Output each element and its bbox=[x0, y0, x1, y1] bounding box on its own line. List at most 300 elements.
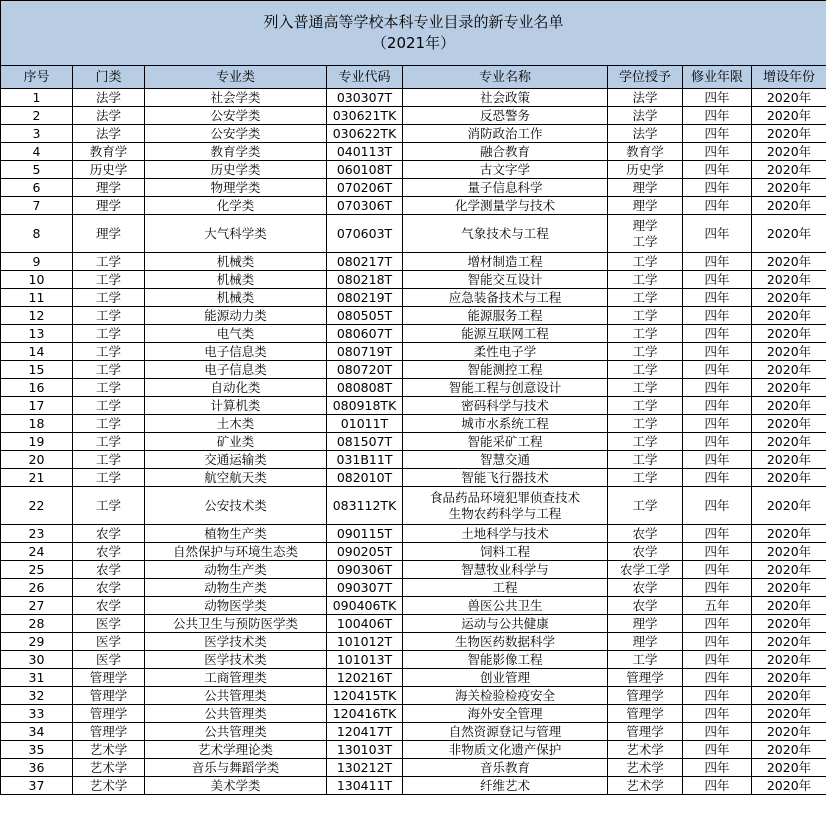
cell-major-code[interactable]: 082010T bbox=[327, 469, 403, 487]
cell-year-added[interactable]: 2020年 bbox=[752, 89, 826, 107]
cell-major-class[interactable]: 艺术学理论类 bbox=[145, 741, 327, 759]
cell-degree[interactable]: 法学 bbox=[608, 89, 683, 107]
cell-duration[interactable]: 四年 bbox=[683, 615, 752, 633]
header-major-name[interactable]: 专业名称 bbox=[403, 66, 608, 89]
cell-major-name[interactable]: 智能工程与创意设计 bbox=[403, 379, 608, 397]
cell-major-class[interactable]: 公安学类 bbox=[145, 107, 327, 125]
cell-major-name[interactable]: 音乐教育 bbox=[403, 759, 608, 777]
cell-major-class[interactable]: 美术学类 bbox=[145, 777, 327, 795]
cell-degree[interactable]: 教育学 bbox=[608, 143, 683, 161]
cell-major-name[interactable]: 食品药品环境犯罪侦查技术 生物农药科学与工程 bbox=[403, 487, 608, 525]
table-title-cell[interactable] bbox=[1, 1, 826, 66]
cell-index[interactable]: 17 bbox=[1, 397, 73, 415]
cell-year-added[interactable]: 2020年 bbox=[752, 379, 826, 397]
cell-year-added[interactable]: 2020年 bbox=[752, 615, 826, 633]
cell-year-added[interactable]: 2020年 bbox=[752, 579, 826, 597]
cell-major-code[interactable]: 080218T bbox=[327, 271, 403, 289]
cell-duration[interactable]: 四年 bbox=[683, 705, 752, 723]
cell-major-code[interactable]: 030622TK bbox=[327, 125, 403, 143]
cell-category[interactable]: 艺术学 bbox=[73, 777, 145, 795]
cell-degree[interactable]: 管理学 bbox=[608, 669, 683, 687]
cell-major-name[interactable]: 增材制造工程 bbox=[403, 253, 608, 271]
cell-major-code[interactable]: 070306T bbox=[327, 197, 403, 215]
cell-index[interactable]: 8 bbox=[1, 215, 73, 253]
cell-major-code[interactable]: 090307T bbox=[327, 579, 403, 597]
cell-year-added[interactable]: 2020年 bbox=[752, 307, 826, 325]
cell-major-class[interactable]: 医学技术类 bbox=[145, 651, 327, 669]
cell-major-class[interactable]: 社会学类 bbox=[145, 89, 327, 107]
cell-index[interactable]: 21 bbox=[1, 469, 73, 487]
cell-index[interactable]: 16 bbox=[1, 379, 73, 397]
cell-major-class[interactable]: 能源动力类 bbox=[145, 307, 327, 325]
cell-index[interactable]: 24 bbox=[1, 543, 73, 561]
header-year-added[interactable]: 增设年份 bbox=[752, 66, 826, 89]
cell-major-class[interactable]: 土木类 bbox=[145, 415, 327, 433]
cell-index[interactable]: 35 bbox=[1, 741, 73, 759]
cell-degree[interactable]: 工学 bbox=[608, 651, 683, 669]
cell-major-name[interactable]: 智慧牧业科学与 bbox=[403, 561, 608, 579]
cell-duration[interactable]: 四年 bbox=[683, 325, 752, 343]
header-index[interactable]: 序号 bbox=[1, 66, 73, 89]
cell-year-added[interactable]: 2020年 bbox=[752, 289, 826, 307]
cell-degree[interactable]: 管理学 bbox=[608, 723, 683, 741]
cell-year-added[interactable]: 2020年 bbox=[752, 143, 826, 161]
cell-major-name[interactable]: 气象技术与工程 bbox=[403, 215, 608, 253]
cell-duration[interactable]: 四年 bbox=[683, 361, 752, 379]
cell-duration[interactable]: 四年 bbox=[683, 633, 752, 651]
cell-duration[interactable]: 四年 bbox=[683, 669, 752, 687]
cell-major-class[interactable]: 自然保护与环境生态类 bbox=[145, 543, 327, 561]
cell-degree[interactable]: 工学 bbox=[608, 487, 683, 525]
cell-major-name[interactable]: 反恐警务 bbox=[403, 107, 608, 125]
cell-major-class[interactable]: 交通运输类 bbox=[145, 451, 327, 469]
cell-year-added[interactable]: 2020年 bbox=[752, 487, 826, 525]
cell-category[interactable]: 管理学 bbox=[73, 705, 145, 723]
cell-year-added[interactable]: 2020年 bbox=[752, 705, 826, 723]
cell-index[interactable]: 19 bbox=[1, 433, 73, 451]
cell-duration[interactable]: 四年 bbox=[683, 179, 752, 197]
cell-index[interactable]: 36 bbox=[1, 759, 73, 777]
cell-category[interactable]: 工学 bbox=[73, 253, 145, 271]
cell-index[interactable]: 4 bbox=[1, 143, 73, 161]
cell-index[interactable]: 12 bbox=[1, 307, 73, 325]
cell-degree[interactable]: 理学 工学 bbox=[608, 215, 683, 253]
cell-major-code[interactable]: 030307T bbox=[327, 89, 403, 107]
cell-major-code[interactable]: 070206T bbox=[327, 179, 403, 197]
cell-duration[interactable]: 四年 bbox=[683, 161, 752, 179]
cell-degree[interactable]: 理学 bbox=[608, 615, 683, 633]
cell-major-code[interactable]: 081507T bbox=[327, 433, 403, 451]
cell-major-name[interactable]: 饲料工程 bbox=[403, 543, 608, 561]
cell-major-code[interactable]: 090306T bbox=[327, 561, 403, 579]
cell-duration[interactable]: 四年 bbox=[683, 107, 752, 125]
cell-degree[interactable]: 管理学 bbox=[608, 705, 683, 723]
cell-year-added[interactable]: 2020年 bbox=[752, 271, 826, 289]
cell-category[interactable]: 工学 bbox=[73, 307, 145, 325]
cell-year-added[interactable]: 2020年 bbox=[752, 397, 826, 415]
cell-index[interactable]: 15 bbox=[1, 361, 73, 379]
cell-year-added[interactable]: 2020年 bbox=[752, 687, 826, 705]
cell-year-added[interactable]: 2020年 bbox=[752, 525, 826, 543]
cell-index[interactable]: 32 bbox=[1, 687, 73, 705]
cell-category[interactable]: 法学 bbox=[73, 107, 145, 125]
cell-degree[interactable]: 历史学 bbox=[608, 161, 683, 179]
cell-category[interactable]: 农学 bbox=[73, 579, 145, 597]
cell-category[interactable]: 工学 bbox=[73, 271, 145, 289]
cell-degree[interactable]: 工学 bbox=[608, 415, 683, 433]
cell-year-added[interactable]: 2020年 bbox=[752, 215, 826, 253]
cell-major-class[interactable]: 物理学类 bbox=[145, 179, 327, 197]
cell-major-name[interactable]: 密码科学与技术 bbox=[403, 397, 608, 415]
cell-duration[interactable]: 四年 bbox=[683, 253, 752, 271]
cell-category[interactable]: 工学 bbox=[73, 451, 145, 469]
cell-major-name[interactable]: 智能飞行器技术 bbox=[403, 469, 608, 487]
cell-duration[interactable]: 四年 bbox=[683, 289, 752, 307]
cell-degree[interactable]: 工学 bbox=[608, 343, 683, 361]
cell-degree[interactable]: 工学 bbox=[608, 361, 683, 379]
cell-major-code[interactable]: 01011T bbox=[327, 415, 403, 433]
cell-duration[interactable]: 四年 bbox=[683, 415, 752, 433]
cell-year-added[interactable]: 2020年 bbox=[752, 777, 826, 795]
cell-duration[interactable]: 四年 bbox=[683, 487, 752, 525]
cell-major-class[interactable]: 机械类 bbox=[145, 271, 327, 289]
cell-major-name[interactable]: 智慧交通 bbox=[403, 451, 608, 469]
cell-index[interactable]: 30 bbox=[1, 651, 73, 669]
cell-major-code[interactable]: 130411T bbox=[327, 777, 403, 795]
cell-degree[interactable]: 农学 bbox=[608, 525, 683, 543]
cell-duration[interactable]: 四年 bbox=[683, 759, 752, 777]
cell-major-code[interactable]: 080719T bbox=[327, 343, 403, 361]
cell-degree[interactable]: 工学 bbox=[608, 433, 683, 451]
cell-year-added[interactable]: 2020年 bbox=[752, 197, 826, 215]
cell-major-code[interactable]: 130103T bbox=[327, 741, 403, 759]
cell-major-class[interactable]: 大气科学类 bbox=[145, 215, 327, 253]
cell-year-added[interactable]: 2020年 bbox=[752, 343, 826, 361]
cell-year-added[interactable]: 2020年 bbox=[752, 597, 826, 615]
cell-index[interactable]: 20 bbox=[1, 451, 73, 469]
cell-category[interactable]: 医学 bbox=[73, 633, 145, 651]
cell-category[interactable]: 历史学 bbox=[73, 161, 145, 179]
cell-year-added[interactable]: 2020年 bbox=[752, 561, 826, 579]
cell-duration[interactable]: 四年 bbox=[683, 561, 752, 579]
cell-year-added[interactable]: 2020年 bbox=[752, 469, 826, 487]
cell-major-class[interactable]: 公安技术类 bbox=[145, 487, 327, 525]
cell-category[interactable]: 艺术学 bbox=[73, 759, 145, 777]
cell-major-class[interactable]: 机械类 bbox=[145, 289, 327, 307]
cell-category[interactable]: 工学 bbox=[73, 487, 145, 525]
cell-index[interactable]: 9 bbox=[1, 253, 73, 271]
cell-year-added[interactable]: 2020年 bbox=[752, 125, 826, 143]
cell-index[interactable]: 26 bbox=[1, 579, 73, 597]
cell-year-added[interactable]: 2020年 bbox=[752, 451, 826, 469]
cell-degree[interactable]: 工学 bbox=[608, 379, 683, 397]
cell-degree[interactable]: 法学 bbox=[608, 107, 683, 125]
cell-major-class[interactable]: 矿业类 bbox=[145, 433, 327, 451]
cell-major-class[interactable]: 自动化类 bbox=[145, 379, 327, 397]
cell-major-code[interactable]: 070603T bbox=[327, 215, 403, 253]
cell-major-code[interactable]: 040113T bbox=[327, 143, 403, 161]
cell-major-code[interactable]: 080607T bbox=[327, 325, 403, 343]
cell-major-name[interactable]: 智能采矿工程 bbox=[403, 433, 608, 451]
cell-major-name[interactable]: 应急装备技术与工程 bbox=[403, 289, 608, 307]
cell-year-added[interactable]: 2020年 bbox=[752, 253, 826, 271]
cell-index[interactable]: 1 bbox=[1, 89, 73, 107]
cell-major-name[interactable]: 量子信息科学 bbox=[403, 179, 608, 197]
cell-degree[interactable]: 理学 bbox=[608, 633, 683, 651]
cell-major-class[interactable]: 教育学类 bbox=[145, 143, 327, 161]
cell-index[interactable]: 25 bbox=[1, 561, 73, 579]
cell-category[interactable]: 农学 bbox=[73, 597, 145, 615]
cell-index[interactable]: 22 bbox=[1, 487, 73, 525]
cell-degree[interactable]: 艺术学 bbox=[608, 759, 683, 777]
cell-index[interactable]: 28 bbox=[1, 615, 73, 633]
cell-major-code[interactable]: 083112TK bbox=[327, 487, 403, 525]
cell-year-added[interactable]: 2020年 bbox=[752, 107, 826, 125]
cell-major-name[interactable]: 融合教育 bbox=[403, 143, 608, 161]
cell-index[interactable]: 23 bbox=[1, 525, 73, 543]
cell-duration[interactable]: 四年 bbox=[683, 741, 752, 759]
cell-degree[interactable]: 农学工学 bbox=[608, 561, 683, 579]
cell-major-code[interactable]: 080505T bbox=[327, 307, 403, 325]
cell-duration[interactable]: 四年 bbox=[683, 579, 752, 597]
cell-major-class[interactable]: 动物生产类 bbox=[145, 561, 327, 579]
cell-major-code[interactable]: 101012T bbox=[327, 633, 403, 651]
cell-major-class[interactable]: 机械类 bbox=[145, 253, 327, 271]
cell-major-code[interactable]: 130212T bbox=[327, 759, 403, 777]
cell-index[interactable]: 13 bbox=[1, 325, 73, 343]
cell-year-added[interactable]: 2020年 bbox=[752, 325, 826, 343]
cell-major-name[interactable]: 社会政策 bbox=[403, 89, 608, 107]
cell-duration[interactable]: 四年 bbox=[683, 379, 752, 397]
cell-degree[interactable]: 管理学 bbox=[608, 687, 683, 705]
cell-major-name[interactable]: 能源服务工程 bbox=[403, 307, 608, 325]
cell-index[interactable]: 3 bbox=[1, 125, 73, 143]
cell-major-name[interactable]: 纤维艺术 bbox=[403, 777, 608, 795]
cell-degree[interactable]: 工学 bbox=[608, 307, 683, 325]
cell-category[interactable]: 工学 bbox=[73, 433, 145, 451]
cell-major-class[interactable]: 动物生产类 bbox=[145, 579, 327, 597]
cell-degree[interactable]: 工学 bbox=[608, 397, 683, 415]
cell-year-added[interactable]: 2020年 bbox=[752, 179, 826, 197]
cell-category[interactable]: 医学 bbox=[73, 615, 145, 633]
cell-major-class[interactable]: 公共卫生与预防医学类 bbox=[145, 615, 327, 633]
cell-degree[interactable]: 艺术学 bbox=[608, 777, 683, 795]
cell-degree[interactable]: 艺术学 bbox=[608, 741, 683, 759]
cell-major-code[interactable]: 080918TK bbox=[327, 397, 403, 415]
cell-major-code[interactable]: 030621TK bbox=[327, 107, 403, 125]
cell-duration[interactable]: 四年 bbox=[683, 197, 752, 215]
cell-duration[interactable]: 四年 bbox=[683, 469, 752, 487]
cell-year-added[interactable]: 2020年 bbox=[752, 651, 826, 669]
cell-category[interactable]: 农学 bbox=[73, 525, 145, 543]
cell-major-code[interactable]: 101013T bbox=[327, 651, 403, 669]
cell-index[interactable]: 2 bbox=[1, 107, 73, 125]
cell-index[interactable]: 33 bbox=[1, 705, 73, 723]
cell-index[interactable]: 31 bbox=[1, 669, 73, 687]
header-duration[interactable]: 修业年限 bbox=[683, 66, 752, 89]
cell-major-code[interactable]: 080720T bbox=[327, 361, 403, 379]
cell-major-code[interactable]: 060108T bbox=[327, 161, 403, 179]
cell-index[interactable]: 5 bbox=[1, 161, 73, 179]
cell-category[interactable]: 理学 bbox=[73, 215, 145, 253]
cell-major-code[interactable]: 120416TK bbox=[327, 705, 403, 723]
cell-category[interactable]: 医学 bbox=[73, 651, 145, 669]
cell-major-name[interactable]: 柔性电子学 bbox=[403, 343, 608, 361]
cell-duration[interactable]: 四年 bbox=[683, 125, 752, 143]
cell-major-name[interactable]: 非物质文化遗产保护 bbox=[403, 741, 608, 759]
header-major-class[interactable]: 专业类 bbox=[145, 66, 327, 89]
cell-major-class[interactable]: 公共管理类 bbox=[145, 723, 327, 741]
cell-degree[interactable]: 农学 bbox=[608, 579, 683, 597]
cell-degree[interactable]: 理学 bbox=[608, 179, 683, 197]
cell-major-name[interactable]: 海关检验检疫安全 bbox=[403, 687, 608, 705]
cell-duration[interactable]: 四年 bbox=[683, 343, 752, 361]
cell-major-code[interactable]: 120417T bbox=[327, 723, 403, 741]
cell-duration[interactable]: 四年 bbox=[683, 451, 752, 469]
cell-duration[interactable]: 四年 bbox=[683, 271, 752, 289]
cell-duration[interactable]: 四年 bbox=[683, 687, 752, 705]
cell-duration[interactable]: 五年 bbox=[683, 597, 752, 615]
cell-major-name[interactable]: 古文字学 bbox=[403, 161, 608, 179]
cell-index[interactable]: 10 bbox=[1, 271, 73, 289]
cell-major-class[interactable]: 计算机类 bbox=[145, 397, 327, 415]
cell-category[interactable]: 管理学 bbox=[73, 669, 145, 687]
cell-major-code[interactable]: 031B11T bbox=[327, 451, 403, 469]
cell-index[interactable]: 18 bbox=[1, 415, 73, 433]
cell-major-name[interactable]: 土地科学与技术 bbox=[403, 525, 608, 543]
cell-duration[interactable]: 四年 bbox=[683, 433, 752, 451]
cell-duration[interactable]: 四年 bbox=[683, 651, 752, 669]
cell-category[interactable]: 农学 bbox=[73, 561, 145, 579]
cell-year-added[interactable]: 2020年 bbox=[752, 361, 826, 379]
cell-major-name[interactable]: 运动与公共健康 bbox=[403, 615, 608, 633]
cell-major-code[interactable]: 120415TK bbox=[327, 687, 403, 705]
cell-index[interactable]: 11 bbox=[1, 289, 73, 307]
cell-major-class[interactable]: 航空航天类 bbox=[145, 469, 327, 487]
cell-major-class[interactable]: 植物生产类 bbox=[145, 525, 327, 543]
cell-category[interactable]: 艺术学 bbox=[73, 741, 145, 759]
cell-year-added[interactable]: 2020年 bbox=[752, 633, 826, 651]
cell-major-name[interactable]: 智能交互设计 bbox=[403, 271, 608, 289]
cell-category[interactable]: 法学 bbox=[73, 89, 145, 107]
cell-category[interactable]: 教育学 bbox=[73, 143, 145, 161]
cell-duration[interactable]: 四年 bbox=[683, 89, 752, 107]
cell-major-class[interactable]: 公共管理类 bbox=[145, 705, 327, 723]
cell-index[interactable]: 29 bbox=[1, 633, 73, 651]
cell-index[interactable]: 27 bbox=[1, 597, 73, 615]
header-category[interactable]: 门类 bbox=[73, 66, 145, 89]
cell-major-code[interactable]: 090115T bbox=[327, 525, 403, 543]
cell-major-name[interactable]: 智能影像工程 bbox=[403, 651, 608, 669]
cell-category[interactable]: 工学 bbox=[73, 289, 145, 307]
cell-category[interactable]: 工学 bbox=[73, 325, 145, 343]
cell-degree[interactable]: 工学 bbox=[608, 325, 683, 343]
cell-index[interactable]: 34 bbox=[1, 723, 73, 741]
cell-category[interactable]: 法学 bbox=[73, 125, 145, 143]
cell-degree[interactable]: 工学 bbox=[608, 469, 683, 487]
cell-major-class[interactable]: 工商管理类 bbox=[145, 669, 327, 687]
cell-major-name[interactable]: 创业管理 bbox=[403, 669, 608, 687]
cell-major-name[interactable]: 能源互联网工程 bbox=[403, 325, 608, 343]
cell-major-class[interactable]: 音乐与舞蹈学类 bbox=[145, 759, 327, 777]
cell-major-code[interactable]: 090205T bbox=[327, 543, 403, 561]
cell-degree[interactable]: 工学 bbox=[608, 451, 683, 469]
cell-index[interactable]: 7 bbox=[1, 197, 73, 215]
cell-major-code[interactable]: 080219T bbox=[327, 289, 403, 307]
cell-category[interactable]: 工学 bbox=[73, 469, 145, 487]
cell-major-name[interactable]: 城市水系统工程 bbox=[403, 415, 608, 433]
cell-major-name[interactable]: 自然资源登记与管理 bbox=[403, 723, 608, 741]
cell-year-added[interactable]: 2020年 bbox=[752, 543, 826, 561]
cell-duration[interactable]: 四年 bbox=[683, 307, 752, 325]
cell-category[interactable]: 工学 bbox=[73, 379, 145, 397]
cell-degree[interactable]: 工学 bbox=[608, 253, 683, 271]
cell-major-name[interactable]: 海外安全管理 bbox=[403, 705, 608, 723]
cell-major-class[interactable]: 化学类 bbox=[145, 197, 327, 215]
cell-major-name[interactable]: 生物医药数据科学 bbox=[403, 633, 608, 651]
cell-major-code[interactable]: 080808T bbox=[327, 379, 403, 397]
cell-category[interactable]: 管理学 bbox=[73, 723, 145, 741]
cell-major-class[interactable]: 公共管理类 bbox=[145, 687, 327, 705]
cell-year-added[interactable]: 2020年 bbox=[752, 161, 826, 179]
cell-category[interactable]: 农学 bbox=[73, 543, 145, 561]
cell-major-class[interactable]: 历史学类 bbox=[145, 161, 327, 179]
cell-category[interactable]: 工学 bbox=[73, 343, 145, 361]
cell-index[interactable]: 6 bbox=[1, 179, 73, 197]
cell-major-name[interactable]: 工程 bbox=[403, 579, 608, 597]
cell-major-class[interactable]: 医学技术类 bbox=[145, 633, 327, 651]
cell-degree[interactable]: 法学 bbox=[608, 125, 683, 143]
cell-major-name[interactable]: 消防政治工作 bbox=[403, 125, 608, 143]
cell-major-name[interactable]: 兽医公共卫生 bbox=[403, 597, 608, 615]
cell-major-name[interactable]: 智能测控工程 bbox=[403, 361, 608, 379]
cell-duration[interactable]: 四年 bbox=[683, 543, 752, 561]
cell-major-code[interactable]: 100406T bbox=[327, 615, 403, 633]
cell-major-class[interactable]: 电子信息类 bbox=[145, 343, 327, 361]
cell-major-class[interactable]: 电气类 bbox=[145, 325, 327, 343]
header-degree[interactable]: 学位授予 bbox=[608, 66, 683, 89]
cell-major-code[interactable]: 120216T bbox=[327, 669, 403, 687]
cell-year-added[interactable]: 2020年 bbox=[752, 741, 826, 759]
cell-year-added[interactable]: 2020年 bbox=[752, 723, 826, 741]
cell-major-code[interactable]: 090406TK bbox=[327, 597, 403, 615]
cell-category[interactable]: 理学 bbox=[73, 179, 145, 197]
cell-duration[interactable]: 四年 bbox=[683, 777, 752, 795]
cell-year-added[interactable]: 2020年 bbox=[752, 433, 826, 451]
cell-index[interactable]: 14 bbox=[1, 343, 73, 361]
cell-major-code[interactable]: 080217T bbox=[327, 253, 403, 271]
cell-index[interactable]: 37 bbox=[1, 777, 73, 795]
cell-major-class[interactable]: 动物医学类 bbox=[145, 597, 327, 615]
header-major-code[interactable]: 专业代码 bbox=[327, 66, 403, 89]
cell-major-name[interactable]: 化学测量学与技术 bbox=[403, 197, 608, 215]
cell-year-added[interactable]: 2020年 bbox=[752, 415, 826, 433]
cell-duration[interactable]: 四年 bbox=[683, 525, 752, 543]
cell-category[interactable]: 工学 bbox=[73, 397, 145, 415]
cell-degree[interactable]: 农学 bbox=[608, 543, 683, 561]
cell-degree[interactable]: 农学 bbox=[608, 597, 683, 615]
cell-category[interactable]: 工学 bbox=[73, 415, 145, 433]
cell-year-added[interactable]: 2020年 bbox=[752, 759, 826, 777]
cell-major-class[interactable]: 电子信息类 bbox=[145, 361, 327, 379]
cell-category[interactable]: 工学 bbox=[73, 361, 145, 379]
cell-duration[interactable]: 四年 bbox=[683, 723, 752, 741]
cell-degree[interactable]: 工学 bbox=[608, 289, 683, 307]
cell-duration[interactable]: 四年 bbox=[683, 215, 752, 253]
cell-category[interactable]: 管理学 bbox=[73, 687, 145, 705]
cell-duration[interactable]: 四年 bbox=[683, 397, 752, 415]
cell-major-class[interactable]: 公安学类 bbox=[145, 125, 327, 143]
